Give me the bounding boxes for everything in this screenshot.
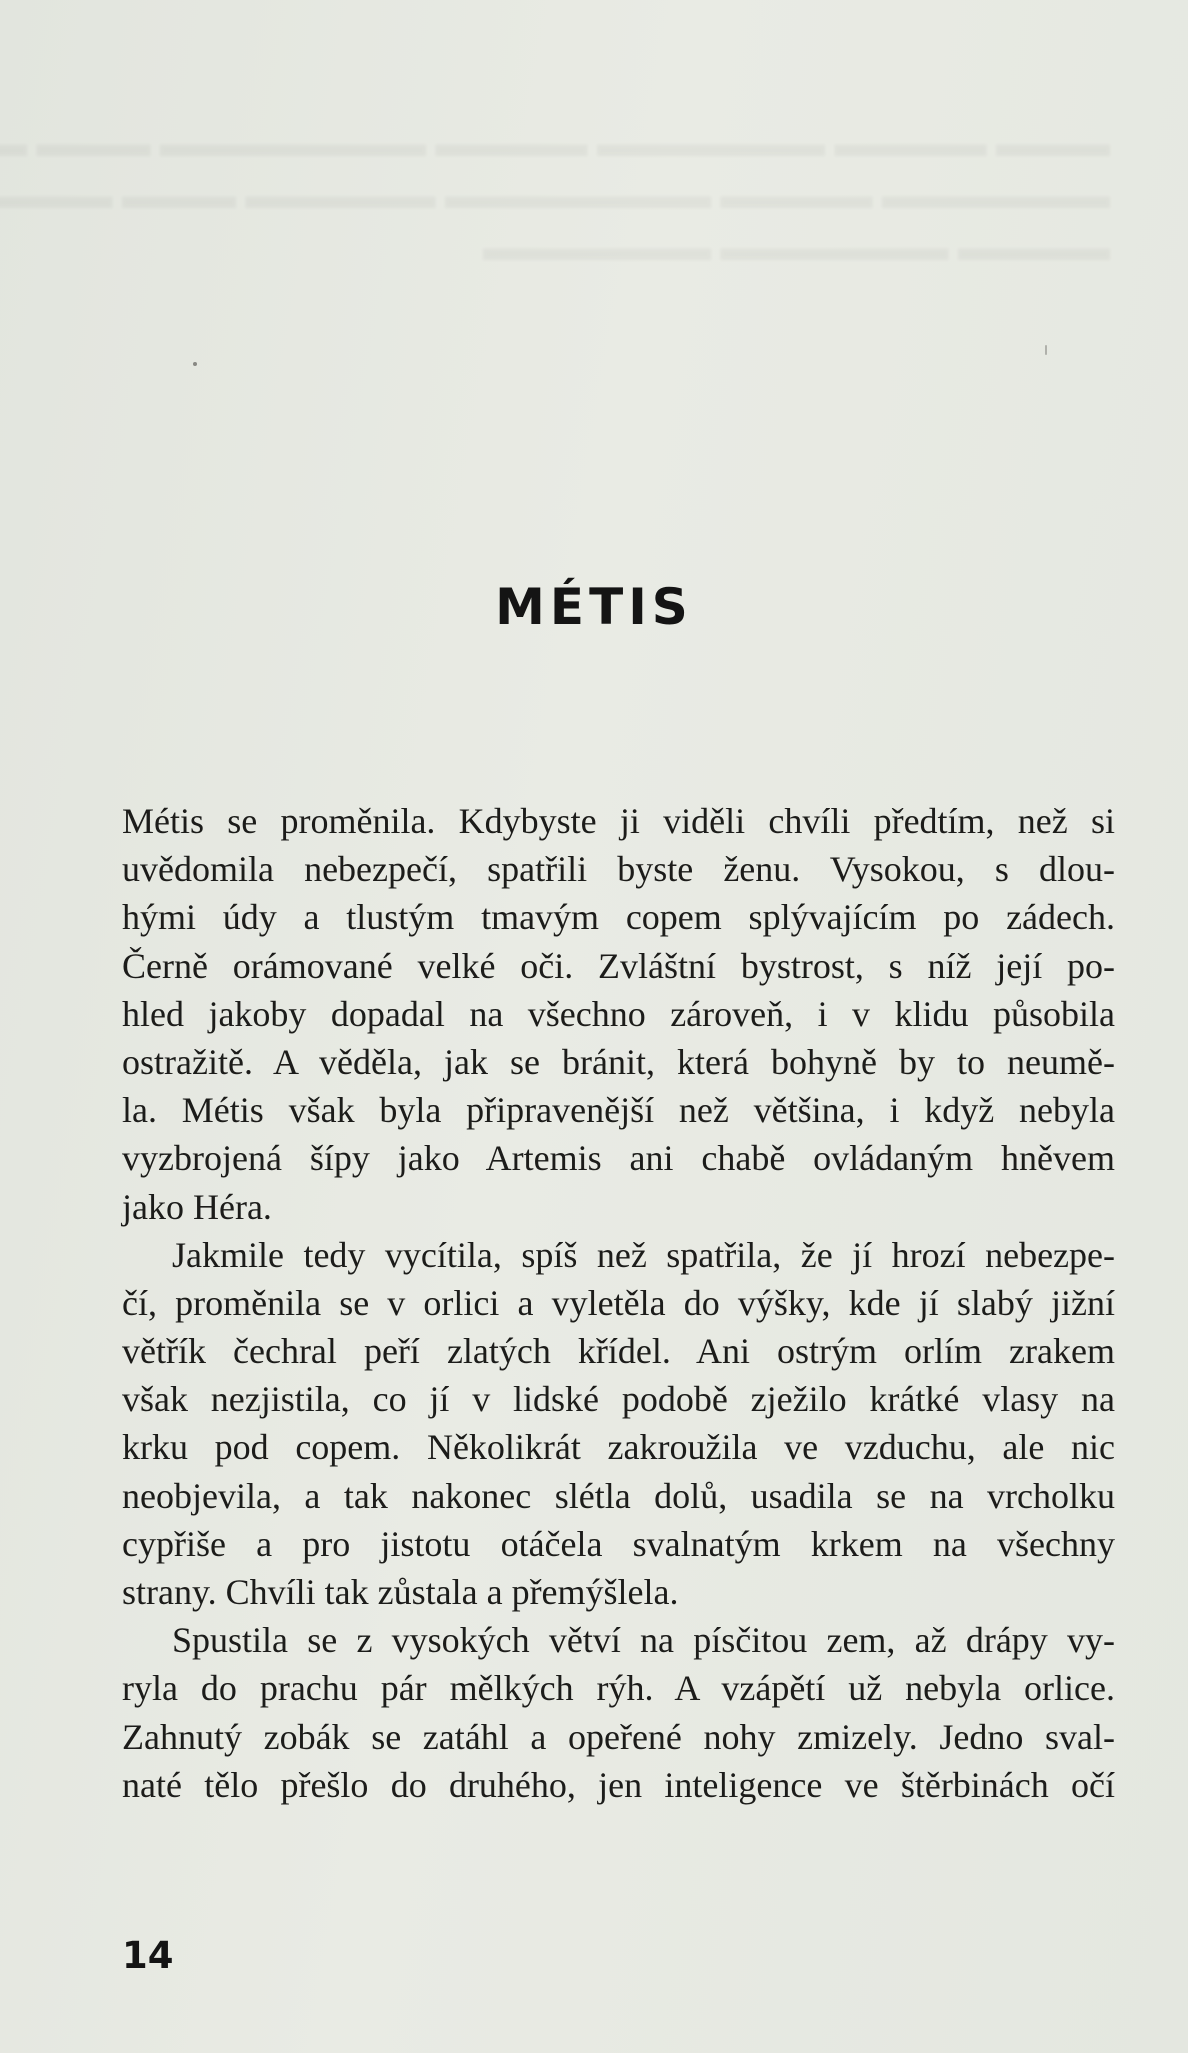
page-number: 14 [122, 1934, 174, 1977]
chapter-body [122, 797, 1115, 1809]
chapter-title: MÉTIS [495, 578, 693, 636]
text-line: Spustila se z vysokých větví na písčitou zem, až drápy vy- [172, 1620, 1115, 1661]
text-line: cypřiše a pro jistotu otáčela svalnatým krkem na všechny [122, 1523, 1115, 1564]
text-line: hled jakoby dopadal na všechno zároveň, i v klidu působila [122, 993, 1115, 1034]
text-line: Zahnutý zobák se zatáhl a opeřené nohy zmizely. Jedno sval- [122, 1716, 1115, 1757]
text-line: neobjevila, a tak nakonec slétla dolů, usadila se na vrcholku [122, 1475, 1115, 1516]
text-line: větřík čechral peří zlatých křídel. Ani ostrým orlím zrakem [122, 1331, 1115, 1372]
text-line: jako Héra. [122, 1186, 272, 1227]
paper-speck [193, 362, 197, 366]
text-line: naté tělo přešlo do druhého, jen inteligence ve štěrbinách očí [122, 1764, 1115, 1805]
text-line: však nezjistila, co jí v lidské podobě zježilo krátké vlasy na [122, 1379, 1115, 1420]
text-line: Černě orámované velké oči. Zvláštní bystrost, s níž její po- [122, 945, 1115, 986]
text-line: la. Métis však byla připravenější než většina, i když nebyla [122, 1090, 1115, 1131]
text-line: krku pod copem. Několikrát zakroužila ve vzduchu, ale nic [122, 1427, 1115, 1468]
text-line: ryla do prachu pár mělkých rýh. A vzápětí už nebyla orlice. [122, 1668, 1115, 1709]
paper-speck [1045, 345, 1047, 355]
text-line: hými údy a tlustým tmavým copem splývajícím po zádech. [122, 897, 1115, 938]
text-line: strany. Chvíli tak zůstala a přemýšlela. [122, 1572, 679, 1612]
text-line: vyzbrojená šípy jako Artemis ani chabě ovládaným hněvem [122, 1138, 1115, 1179]
text-line: Métis se proměnila. Kdybyste ji viděli chvíli předtím, než si [122, 801, 1115, 841]
text-line: ostražitě. A věděla, jak se bránit, která bohyně by to neumě- [122, 1041, 1115, 1082]
show-through-text [150, 118, 1110, 274]
text-line: uvědomila nebezpečí, spatřili byste ženu. Vysokou, s dlou- [122, 849, 1115, 890]
text-line: čí, proměnila se v orlici a vyletěla do výšky, kde jí slabý jižní [122, 1282, 1115, 1323]
text-line: Jakmile tedy vycítila, spíš než spatřila, že jí hrozí nebezpe- [172, 1234, 1115, 1275]
